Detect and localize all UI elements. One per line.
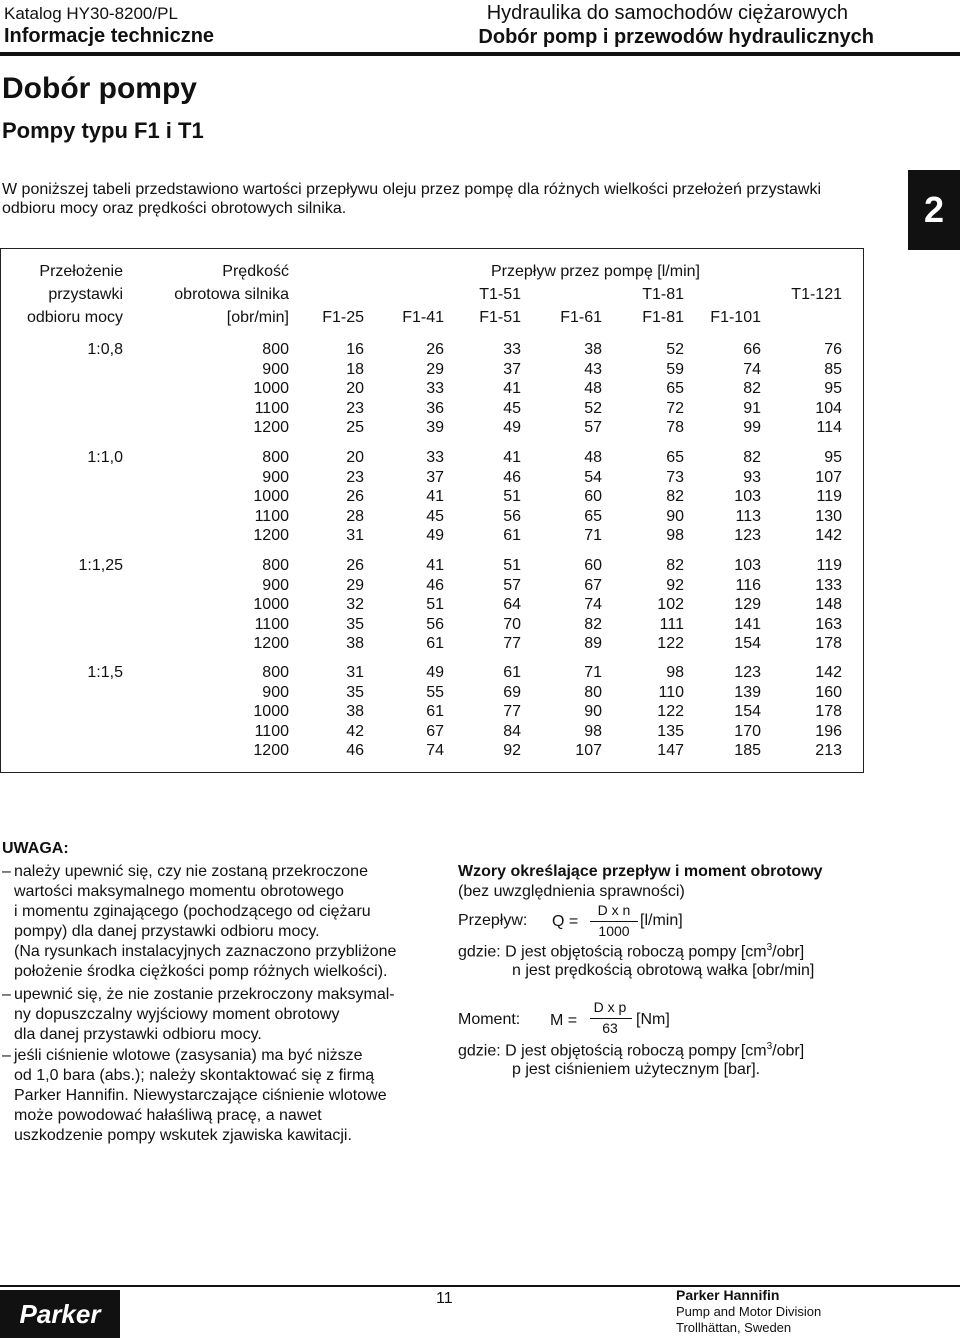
flow-cell: 142 [815, 527, 842, 545]
flow-cell: 32 [346, 596, 364, 614]
speed-cell: 1100 [254, 399, 289, 417]
flow-cell: 82 [584, 615, 602, 633]
moment-denominator: 63 [602, 1020, 618, 1036]
flow-cell: 119 [816, 488, 842, 506]
moment-fraction-line [590, 1018, 632, 1019]
flow-cell: 20 [346, 380, 364, 398]
speed-cell: 800 [262, 449, 289, 466]
note-line: Parker Hannifin. Niewystarczające ciśnienie wlotowe [14, 1087, 387, 1104]
note-line: (Na rysunkach instalacyjnych zaznaczono przybliżone [14, 943, 397, 960]
flow-cell: 42 [346, 722, 364, 740]
flow-cell: 23 [346, 399, 364, 417]
speed-cell: 1000 [253, 488, 289, 506]
flow-cell: 139 [734, 683, 761, 701]
flow-unit: [l/min] [640, 912, 683, 929]
flow-cell: 98 [666, 664, 684, 681]
flow-cell: 35 [346, 615, 364, 633]
flow-cell: 60 [584, 557, 602, 574]
flow-cell: 72 [666, 399, 684, 417]
speed-cell: 1200 [253, 419, 289, 437]
flow-cell: 93 [743, 468, 761, 486]
flow-cell: 16 [346, 341, 364, 358]
moment-where-p: p jest ciśnieniem użytecznym [bar]. [512, 1061, 761, 1078]
flow-cell: 122 [657, 703, 684, 721]
note-line: jeśli ciśnienie wlotowe (zasysania) ma być niższe [14, 1047, 363, 1064]
flow-cell: 70 [503, 615, 521, 633]
flow-cell: 107 [815, 468, 842, 486]
pump-header-t1-81: T1-81 [642, 286, 684, 303]
flow-cell: 38 [346, 635, 364, 653]
flow-cell: 18 [346, 360, 364, 378]
parker-logo: Parker [0, 1290, 120, 1338]
flow-cell: 28 [346, 507, 364, 525]
flow-cell: 103 [734, 557, 761, 574]
flow-cell: 98 [666, 527, 684, 545]
moment-unit: [Nm] [636, 1011, 670, 1028]
flow-cell: 123 [734, 527, 761, 545]
speed-cell: 1200 [253, 527, 289, 545]
flow-cell: 56 [426, 615, 444, 633]
flow-cell: 38 [346, 703, 364, 721]
flow-cell: 170 [734, 722, 761, 740]
flow-cell: 141 [734, 615, 761, 633]
flow-cell: 54 [584, 468, 602, 486]
pump-header-t1-51: T1-51 [479, 286, 521, 303]
flow-cell: 148 [815, 596, 842, 614]
note-line: pompy) dla danej przystawki odbioru mocy. [14, 923, 320, 940]
flow-cell: 160 [815, 683, 842, 701]
pump-header-t1-121: T1-121 [791, 286, 842, 303]
speed-cell: 800 [262, 341, 289, 358]
ratio-cell: 1:1,5 [87, 664, 123, 681]
flow-cell: 91 [743, 399, 761, 417]
note-line: położenie środka ciężkości pomp różnych wielkości). [14, 963, 388, 980]
flow-fraction-line [590, 921, 638, 922]
flow-cell: 78 [666, 419, 684, 437]
flow-cell: 196 [815, 722, 842, 740]
flow-cell: 82 [666, 557, 684, 574]
flow-cell: 82 [743, 380, 761, 398]
flow-denominator: 1000 [598, 923, 630, 939]
flow-cell: 48 [584, 449, 602, 466]
speed-cell: 1000 [253, 380, 289, 398]
chapter-tab: 2 [908, 170, 960, 250]
moment-lhs: M = [550, 1012, 578, 1029]
flow-cell: 77 [503, 703, 521, 721]
flow-cell: 61 [426, 635, 444, 653]
flow-cell: 41 [426, 488, 444, 506]
ratio-header: odbioru mocy [26, 309, 123, 326]
flow-cell: 99 [743, 419, 761, 437]
flow-cell: 33 [426, 380, 444, 398]
speed-cell: 900 [262, 683, 289, 701]
flow-cell: 26 [346, 488, 364, 506]
moment-label: Moment: [458, 1011, 521, 1028]
note-line: ny dopuszczalny wyjściowy moment obrotowy [14, 1006, 340, 1023]
moment-numerator: D x p [593, 999, 627, 1015]
speed-header: [obr/min] [226, 309, 289, 326]
note-line: od 1,0 bara (abs.); należy skontaktować się z firmą [14, 1067, 375, 1084]
note-line: należy upewnić się, czy nie zostaną przekroczone [14, 863, 368, 880]
flow-cell: 92 [666, 576, 684, 594]
section-title: Informacje techniczne [4, 25, 215, 47]
note-dash: – [2, 863, 11, 880]
page-subtitle: Pompy typu F1 i T1 [2, 118, 204, 143]
flow-cell: 49 [426, 664, 444, 681]
flow-cell: 67 [584, 576, 602, 594]
flow-cell: 61 [426, 703, 444, 721]
header-subject: Hydraulika do samochodów ciężarowych [486, 2, 848, 24]
footer-company: Parker Hannifin [676, 1287, 780, 1303]
flow-lhs: Q = [552, 913, 579, 930]
note-item [2, 1046, 444, 1146]
flow-cell: 66 [743, 341, 761, 358]
flow-cell: 74 [584, 596, 602, 614]
flow-cell: 49 [503, 419, 521, 437]
flow-cell: 73 [666, 468, 684, 486]
flow-cell: 122 [657, 635, 684, 653]
flow-cell: 74 [426, 742, 444, 760]
flow-cell: 113 [735, 507, 761, 525]
flow-cell: 51 [426, 596, 444, 614]
flow-cell: 31 [346, 527, 364, 545]
flow-cell: 123 [734, 664, 761, 681]
note-line: upewnić się, że nie zostanie przekroczony maksymal- [14, 986, 395, 1003]
flow-cell: 147 [657, 742, 684, 760]
flow-header: Przepływ przez pompę [l/min] [491, 263, 700, 280]
flow-cell: 46 [346, 742, 364, 760]
speed-cell: 900 [262, 468, 289, 486]
flow-cell: 37 [503, 360, 521, 378]
flow-cell: 129 [734, 596, 761, 614]
flow-cell: 103 [734, 488, 761, 506]
ratio-header: przystawki [48, 286, 123, 303]
pump-header: F1-81 [642, 309, 684, 326]
pump-header: F1-61 [560, 309, 602, 326]
flow-cell: 37 [426, 468, 444, 486]
ratio-cell: 1:1,0 [87, 449, 123, 466]
flow-cell: 104 [815, 399, 842, 417]
flow-cell: 154 [734, 703, 761, 721]
flow-cell: 85 [824, 360, 842, 378]
flow-cell: 76 [824, 341, 842, 358]
speed-cell: 800 [262, 557, 289, 574]
flow-cell: 95 [824, 380, 842, 398]
flow-cell: 33 [426, 449, 444, 466]
speed-cell: 800 [262, 664, 289, 681]
flow-cell: 135 [657, 722, 684, 740]
flow-cell: 43 [584, 360, 602, 378]
speed-header: Prędkość [222, 263, 289, 280]
flow-cell: 82 [743, 449, 761, 466]
flow-cell: 163 [815, 615, 842, 633]
header-rule [0, 52, 960, 56]
pump-header: F1-101 [710, 309, 761, 326]
note-item [2, 862, 444, 982]
flow-cell: 74 [743, 360, 761, 378]
flow-cell: 114 [816, 419, 842, 437]
flow-cell: 67 [426, 722, 444, 740]
flow-where-n: n jest prędkością obrotową wałka [obr/min] [512, 962, 815, 979]
flow-numerator: D x n [597, 902, 631, 918]
flow-cell: 33 [503, 341, 521, 358]
footer-location: Trollhättan, Sweden [676, 1320, 792, 1335]
flow-cell: 116 [735, 576, 761, 594]
flow-cell: 65 [584, 507, 602, 525]
intro-paragraph: W poniższej tabeli przedstawiono wartości przepływu oleju przez pompę dla różnych wielkości przełożeń przystawki odbioru mocy oraz prędkości obrotowych silnika. [2, 181, 822, 217]
flow-table [0, 248, 864, 773]
flow-cell: 142 [815, 664, 842, 681]
note-line: i momentu zginającego (pochodzącego od ciężaru [14, 903, 371, 920]
speed-cell: 900 [262, 360, 289, 378]
flow-cell: 25 [346, 419, 364, 437]
flow-cell: 46 [503, 468, 521, 486]
flow-cell: 133 [815, 576, 842, 594]
flow-cell: 51 [503, 488, 521, 506]
flow-cell: 130 [815, 507, 842, 525]
flow-cell: 119 [816, 557, 842, 574]
flow-cell: 36 [426, 399, 444, 417]
flow-cell: 92 [503, 742, 521, 760]
flow-cell: 178 [815, 703, 842, 721]
ratio-header: Przełożenie [39, 263, 123, 280]
formulas-subtitle: (bez uwzględnienia sprawności) [458, 883, 685, 900]
flow-cell: 29 [426, 360, 444, 378]
speed-cell: 1000 [253, 703, 289, 721]
footer-division: Pump and Motor Division [676, 1304, 822, 1319]
pump-header: F1-51 [479, 309, 521, 326]
flow-cell: 107 [575, 742, 602, 760]
flow-cell: 26 [346, 557, 364, 574]
speed-cell: 1100 [254, 722, 289, 740]
flow-cell: 71 [584, 664, 602, 681]
pump-header: F1-41 [402, 309, 444, 326]
flow-cell: 31 [346, 664, 364, 681]
speed-header: obrotowa silnika [174, 286, 289, 303]
flow-cell: 41 [503, 380, 521, 398]
flow-cell: 213 [815, 742, 842, 760]
flow-cell: 38 [584, 341, 602, 358]
flow-cell: 84 [503, 722, 521, 740]
ratio-cell: 1:0,8 [87, 341, 123, 358]
flow-cell: 20 [346, 449, 364, 466]
flow-cell: 41 [503, 449, 521, 466]
flow-cell: 57 [584, 419, 602, 437]
speed-cell: 1200 [253, 742, 289, 760]
moment-where-d: gdzie: D jest objętością roboczą pompy $[cm^3/obr]$ [458, 1041, 805, 1060]
pump-header: F1-25 [322, 309, 364, 326]
flow-cell: 61 [503, 527, 521, 545]
note-line: uszkodzenie pompy wskutek zjawiska kawitacji. [14, 1127, 352, 1144]
speed-cell: 1200 [253, 635, 289, 653]
flow-cell: 55 [426, 683, 444, 701]
flow-cell: 57 [503, 576, 521, 594]
flow-cell: 29 [346, 576, 364, 594]
footer-rule [0, 1285, 960, 1287]
catalog-number: Katalog HY30-8200/PL [4, 4, 178, 23]
flow-cell: 45 [426, 507, 444, 525]
flow-cell: 59 [666, 360, 684, 378]
flow-cell: 69 [503, 683, 521, 701]
page-title: Dobór pompy [2, 72, 197, 105]
note-line: dla danej przystawki odbioru mocy. [14, 1026, 262, 1043]
flow-cell: 110 [658, 683, 684, 701]
speed-cell: 900 [262, 576, 289, 594]
flow-cell: 26 [426, 341, 444, 358]
flow-cell: 45 [503, 399, 521, 417]
speed-cell: 1000 [253, 596, 289, 614]
flow-cell: 98 [584, 722, 602, 740]
flow-cell: 71 [584, 527, 602, 545]
flow-cell: 65 [666, 380, 684, 398]
flow-cell: 48 [584, 380, 602, 398]
note-dash: – [2, 986, 11, 1003]
flow-cell: 46 [426, 576, 444, 594]
page-number: 11 [436, 1290, 453, 1307]
flow-cell: 35 [346, 683, 364, 701]
flow-cell: 80 [584, 683, 602, 701]
header-topic: Dobór pomp i przewodów hydraulicznych [478, 26, 874, 48]
flow-cell: 49 [426, 527, 444, 545]
flow-cell: 61 [503, 664, 521, 681]
flow-cell: 64 [503, 596, 521, 614]
flow-cell: 41 [426, 557, 444, 574]
speed-cell: 1100 [254, 507, 289, 525]
flow-cell: 52 [666, 341, 684, 358]
note-line: może powodować hałaśliwą pracę, a nawet [14, 1107, 322, 1124]
flow-cell: 39 [426, 419, 444, 437]
flow-cell: 77 [503, 635, 521, 653]
flow-cell: 51 [503, 557, 521, 574]
flow-cell: 185 [734, 742, 761, 760]
flow-cell: 102 [657, 596, 684, 614]
flow-cell: 90 [666, 507, 684, 525]
formulas-title: Wzory określające przepływ i moment obrotowy [458, 863, 823, 880]
flow-cell: 60 [584, 488, 602, 506]
speed-cell: 1100 [254, 615, 289, 633]
flow-cell: 52 [584, 399, 602, 417]
flow-cell: 154 [734, 635, 761, 653]
flow-cell: 90 [584, 703, 602, 721]
note-item [2, 985, 444, 1045]
flow-cell: 95 [824, 449, 842, 466]
notes-title: UWAGA: [2, 840, 69, 857]
flow-label: Przepływ: [458, 912, 528, 929]
ratio-cell: 1:1,25 [78, 557, 123, 574]
flow-cell: 178 [815, 635, 842, 653]
note-dash: – [2, 1047, 11, 1064]
flow-where-d: gdzie: D jest objętością roboczą pompy $[cm^3/obr]$ [458, 942, 805, 961]
flow-cell: 65 [666, 449, 684, 466]
note-line: wartości maksymalnego momentu obrotowego [14, 883, 344, 900]
flow-cell: 111 [659, 615, 684, 633]
flow-cell: 23 [346, 468, 364, 486]
flow-cell: 89 [584, 635, 602, 653]
flow-cell: 56 [503, 507, 521, 525]
flow-cell: 82 [666, 488, 684, 506]
